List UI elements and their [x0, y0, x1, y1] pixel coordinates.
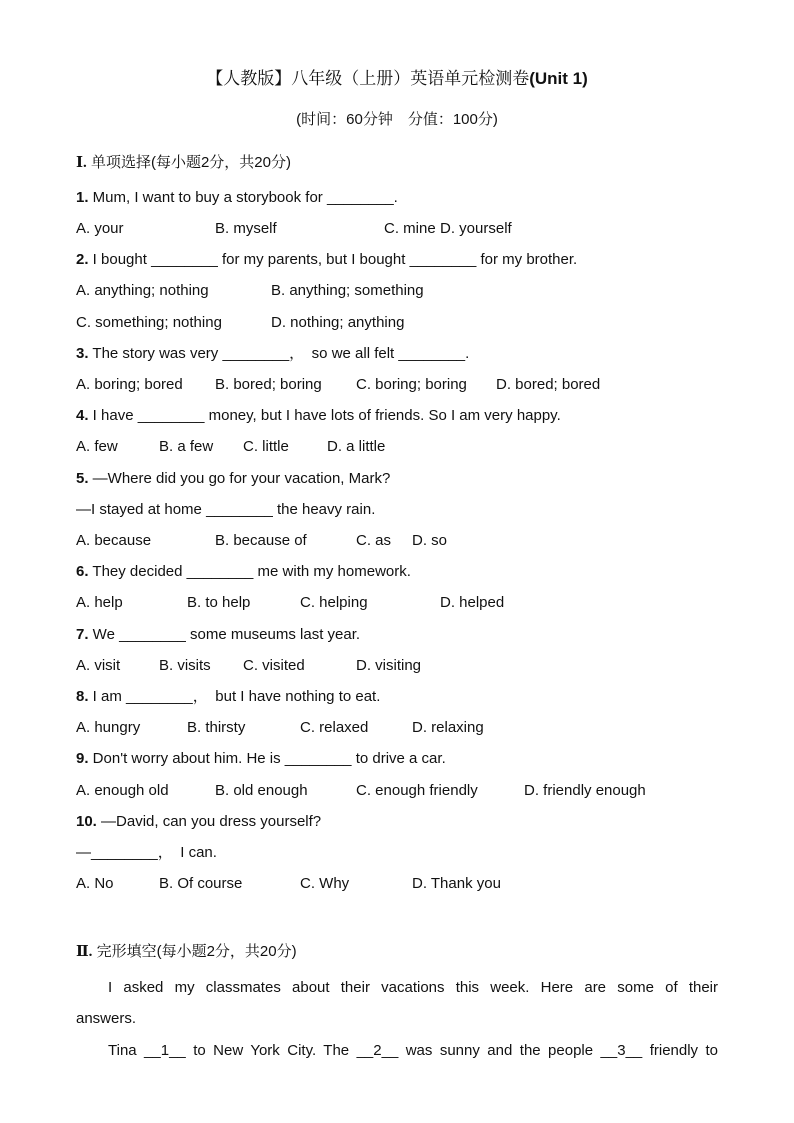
question-7	[76, 625, 360, 645]
question-5	[76, 469, 390, 489]
question-number: 9.	[76, 750, 89, 767]
option-2a: A. anything; nothing	[76, 282, 209, 299]
option-2c: C. something; nothing	[76, 314, 222, 331]
option-1c: C. mine	[384, 220, 436, 237]
option-6a: A. help	[76, 594, 123, 611]
passage-line: answers.	[76, 1010, 137, 1027]
question-9	[76, 749, 446, 769]
option-7a: A. visit	[76, 657, 121, 674]
page-title	[0, 64, 794, 89]
option-2b: B. anything; something	[271, 282, 424, 299]
question-number: 4.	[76, 407, 89, 424]
option-4d: D. a little	[327, 438, 386, 455]
question-10-reply: —________， I can.	[76, 844, 217, 861]
option-8b: B. thirsty	[187, 719, 246, 736]
question-text: I have ________ money, but I have lots of friends. So I am very happy.	[88, 407, 561, 424]
option-7c: C. visited	[243, 657, 305, 674]
option-9d: D. friendly enough	[524, 782, 646, 799]
option-5d: D. so	[412, 532, 448, 549]
option-3c: C. boring; boring	[356, 376, 467, 393]
option-5a: A. because	[76, 532, 152, 549]
option-1d: D. yourself	[440, 220, 512, 237]
question-5-reply: —I stayed at home ________ the heavy rain.	[76, 501, 376, 518]
question-6	[76, 562, 411, 582]
option-9b: B. old enough	[215, 782, 308, 799]
option-4b: B. a few	[159, 438, 214, 455]
section-heading-1	[76, 151, 291, 172]
question-text: Don't worry about him. He is ________ to drive a car.	[88, 750, 446, 767]
section-title-1: 单项选择(每小题2分，共20分)	[86, 154, 291, 171]
option-7d: D. visiting	[356, 657, 422, 674]
option-1a: A. your	[76, 220, 124, 237]
question-number: 10.	[76, 813, 97, 830]
question-text: —Where did you go for your vacation, Mark?	[88, 470, 391, 487]
question-text: The story was very ________， so we all felt ________.	[88, 345, 470, 362]
page-subtitle: (时间：60分钟 分值：100分)	[296, 111, 498, 128]
section-roman-2: Ⅱ.	[76, 944, 93, 960]
question-3	[76, 344, 469, 364]
section-heading-2	[76, 940, 297, 961]
option-5b: B. because of	[215, 532, 307, 549]
question-number: 6.	[76, 563, 89, 580]
question-10	[76, 812, 321, 832]
question-text: I am ________， but I have nothing to eat.	[88, 688, 381, 705]
option-3b: B. bored; boring	[215, 376, 322, 393]
option-8d: D. relaxing	[412, 719, 484, 736]
question-number: 3.	[76, 345, 89, 362]
option-10d: D. Thank you	[412, 875, 501, 892]
option-6b: B. to help	[187, 594, 251, 611]
question-2	[76, 250, 577, 270]
option-5c: C. as	[356, 532, 392, 549]
question-number: 5.	[76, 470, 89, 487]
section-roman-1: Ⅰ.	[76, 155, 87, 171]
option-4c: C. little	[243, 438, 289, 455]
option-3a: A. boring; bored	[76, 376, 183, 393]
question-text: We ________ some museums last year.	[88, 626, 361, 643]
question-1	[76, 188, 398, 208]
option-1b: B. myself	[215, 220, 277, 237]
option-10b: B. Of course	[159, 875, 243, 892]
question-text: —David, can you dress yourself?	[96, 813, 322, 830]
title-prefix: 【人教版】八年级（上册）英语单元检测卷	[206, 69, 530, 88]
question-text: They decided ________ me with my homework.	[88, 563, 411, 580]
option-3d: D. bored; bored	[496, 376, 601, 393]
question-text: Mum, I want to buy a storybook for ________.	[88, 189, 398, 206]
option-6d: D. helped	[440, 594, 505, 611]
title-unit: (Unit 1)	[529, 69, 588, 88]
option-7b: B. visits	[159, 657, 211, 674]
option-2d: D. nothing; anything	[271, 314, 405, 331]
question-4	[76, 406, 561, 426]
option-4a: A. few	[76, 438, 118, 455]
question-text: I bought ________ for my parents, but I bought ________ for my brother.	[88, 251, 578, 268]
option-8a: A. hungry	[76, 719, 141, 736]
section-title-2: 完形填空(每小题2分，共20分)	[92, 943, 297, 960]
option-10c: C. Why	[300, 875, 350, 892]
option-9c: C. enough friendly	[356, 782, 478, 799]
question-number: 1.	[76, 189, 89, 206]
option-9a: A. enough old	[76, 782, 169, 799]
option-10a: A. No	[76, 875, 114, 892]
question-number: 2.	[76, 251, 89, 268]
option-8c: C. relaxed	[300, 719, 369, 736]
option-6c: C. helping	[300, 594, 368, 611]
passage-line: Tina __1__ to New York City. The __2__ was sunny and the people __3__ friendly to	[108, 1042, 718, 1059]
question-number: 8.	[76, 688, 89, 705]
question-8	[76, 687, 380, 707]
question-number: 7.	[76, 626, 89, 643]
passage-line: I asked my classmates about their vacations this week. Here are some of their	[108, 979, 718, 996]
